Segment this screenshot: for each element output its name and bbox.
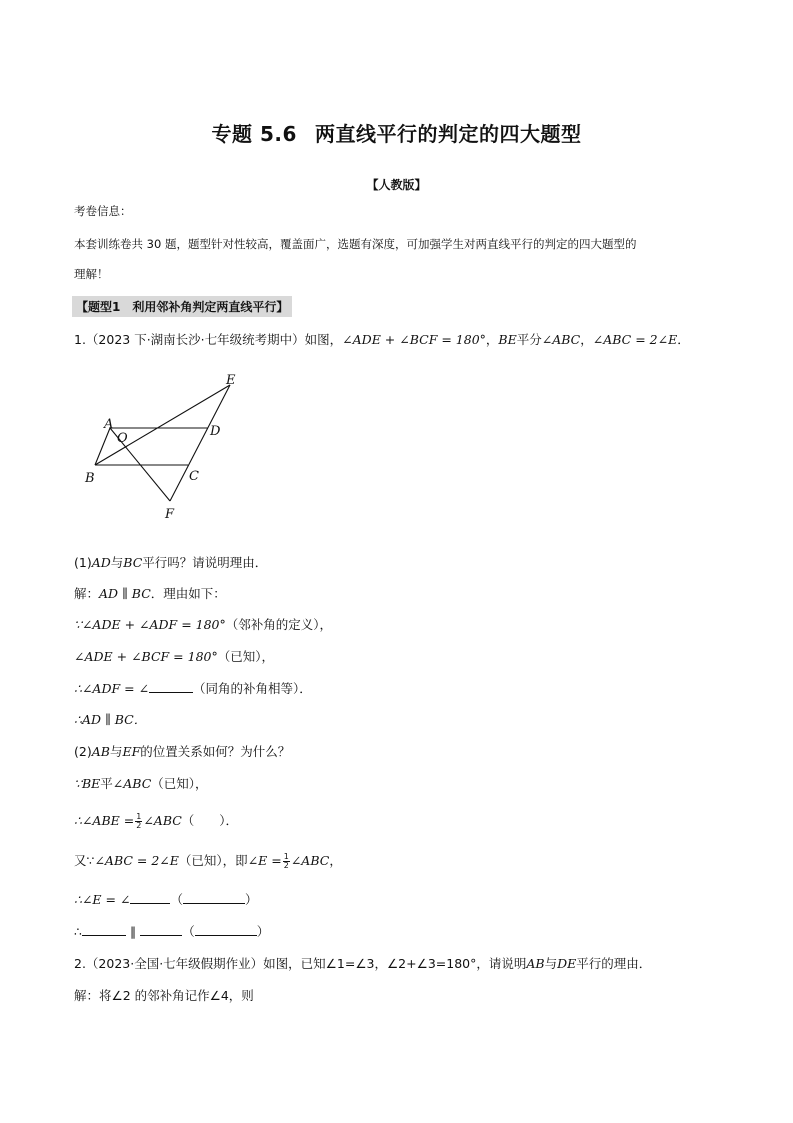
text-also: 又∵ (74, 853, 95, 868)
parallel-symbol: ∥ (129, 924, 137, 939)
q2-stem-end: 平行的理由． (576, 956, 652, 971)
q1-part1-line2 (74, 615, 332, 633)
label-c: C (189, 469, 199, 484)
answer-blank[interactable] (130, 891, 170, 904)
intro-line-2: 理解！ (74, 267, 109, 281)
paren-open: （ (170, 892, 183, 907)
q1-stem-be: BE (498, 332, 517, 347)
reason-text: （已知）， (151, 776, 208, 791)
reason-blank[interactable] (195, 923, 257, 936)
math-ab: AB (526, 956, 545, 971)
q1-stem-formula-1: ∠ADE + ∠BCF = 180° (342, 332, 486, 347)
fraction-half (283, 853, 290, 870)
math-step: ∴∠ABE = (74, 813, 135, 828)
fraction-half (135, 813, 142, 830)
math-ad-parallel-bc: AD ∥ BC (99, 586, 151, 601)
q2-stem-text: 2.（2023·全国·七年级假期作业）如图，已知∠1=∠3，∠2+∠3=180°，请说明 (74, 956, 527, 971)
answer-blank[interactable] (149, 680, 193, 693)
reason-text: （邻补角的定义）， (225, 617, 333, 632)
math-step: ∴∠ADF = ∠ (74, 681, 150, 696)
q1-stem-period: ． (677, 332, 690, 347)
section-1-title: 【题型1 利用邻补角判定两直线平行】 (72, 296, 292, 317)
math-ab: AB (91, 744, 110, 759)
paren-close: ） (244, 892, 258, 907)
intro-line-1: 本套训练卷共 30 题，题型针对性较高，覆盖面广，选题有深度，可加强学生对两直线平行的判定的四大题型的 (74, 237, 637, 251)
paren-close: ） (256, 924, 270, 939)
math-ef: EF (122, 744, 141, 759)
math-de: DE (557, 956, 577, 971)
math-step: ∴∠E = ∠ (74, 892, 131, 907)
intro-label: 考卷信息： (74, 204, 132, 218)
q2-stem (74, 954, 651, 972)
reason-intro: ．理由如下： (150, 586, 226, 601)
answer-blank[interactable] (140, 923, 182, 936)
therefore-symbol: ∴ (74, 924, 82, 939)
math-abc: ∠ABC (112, 776, 152, 791)
label-a: A (104, 417, 114, 432)
title-number: 专题 5.6 (211, 122, 297, 146)
title-text: 两直线平行的判定的四大题型 (314, 122, 582, 146)
q1-geometry-figure (80, 368, 260, 528)
q1-part1-line3 (74, 647, 274, 665)
q1-stem-abc: ∠ABC (541, 332, 581, 347)
q1-stem-comma: ， (485, 332, 499, 347)
fraction-denominator: 2 (136, 821, 142, 830)
math-step: ∠ABC = 2∠E (94, 853, 179, 868)
q1-part2-question (74, 742, 290, 760)
q1-part2-line4 (74, 890, 257, 908)
label-b: B (85, 471, 95, 486)
text-and: 与 (110, 555, 124, 570)
reason-blank[interactable] (183, 891, 245, 904)
math-step: ∠ADE + ∠BCF = 180° (74, 649, 218, 664)
edition-label: 【人教版】 (366, 178, 427, 192)
label-o: O (117, 431, 128, 446)
page-title (0, 118, 793, 147)
q1-part2-line1 (74, 774, 208, 792)
reason-blank: （ ）． (181, 813, 239, 828)
reason-text: （已知）， (217, 649, 274, 664)
math-abc: ∠ABC (143, 813, 182, 828)
math-bc: BC (123, 555, 143, 570)
q1-part1-line1 (74, 584, 226, 602)
text-bisect: 平 (100, 776, 113, 791)
fraction-denominator: 2 (283, 861, 289, 870)
part-number: (1) (74, 555, 92, 570)
q1-stem-text: 1.（2023 下·湖南长沙·七年级统考期中）如图， (74, 332, 343, 347)
q1-part2-line5 (74, 922, 269, 940)
fraction-numerator: 1 (136, 812, 142, 821)
reason-text: （同角的补角相等）． (193, 681, 312, 696)
math-abc: ∠ABC (290, 853, 330, 868)
math-be: ∵BE (74, 776, 101, 791)
solution-label: 解： (74, 586, 100, 601)
q1-part2-line3 (74, 851, 342, 870)
q1-stem-comma-2: ， (580, 332, 593, 347)
answer-blank[interactable] (82, 923, 126, 936)
q1-part1-line4 (74, 679, 312, 697)
math-conclusion: ∴AD ∥ BC． (74, 712, 147, 727)
segment-ab (95, 428, 110, 465)
q1-stem-formula-2: ∠ABC = 2∠E (592, 332, 678, 347)
paren-open: （ (182, 924, 195, 939)
label-e: E (226, 373, 236, 388)
math-step: ∵∠ADE + ∠ADF = 180° (74, 617, 226, 632)
question-text: 的位置关系如何？为什么？ (140, 744, 291, 759)
question-text: 平行吗？请说明理由． (142, 555, 268, 570)
q1-stem (74, 330, 690, 348)
q1-part1-line5 (74, 710, 146, 728)
q1-part1-question (74, 553, 267, 571)
text-comma: ， (329, 853, 342, 868)
part-number: (2) (74, 744, 92, 759)
q2-solution: 解：将∠2 的邻补角记作∠4，则 (74, 988, 254, 1003)
label-d: D (210, 424, 221, 439)
math-angle-e: ∠E = (247, 853, 282, 868)
label-f: F (165, 507, 175, 522)
q1-stem-bisect: 平分 (516, 332, 542, 347)
q1-part2-line2 (74, 811, 238, 830)
fraction-numerator: 1 (283, 852, 289, 861)
reason-text: （已知），即 (178, 853, 248, 868)
text-and: 与 (109, 744, 123, 759)
text-and: 与 (544, 956, 558, 971)
math-ad: AD (91, 555, 111, 570)
